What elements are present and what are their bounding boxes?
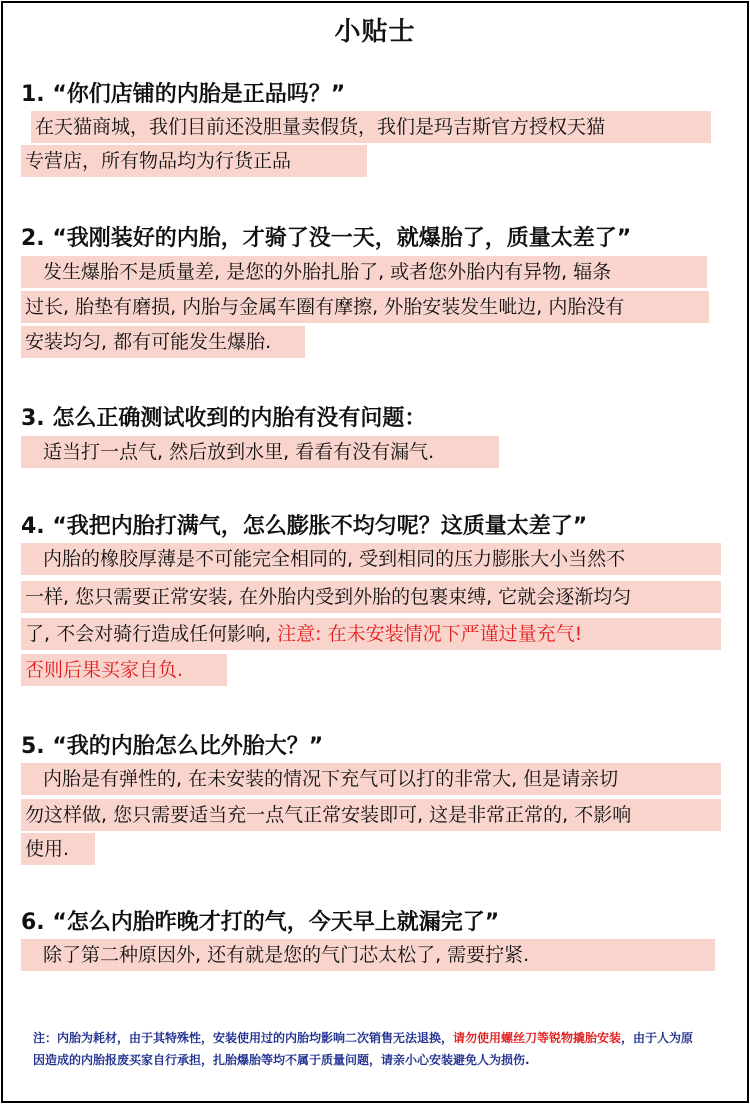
tips-card [1,1,749,1103]
question-5: 5. “我的内胎怎么比外胎大？” [21,734,324,759]
answer-5-line-3: 使用. [21,833,95,865]
footnote-part-1: 注：内胎为耗材，由于其特殊性，安装使用过的内胎均影响二次销售无法退换， [33,1031,454,1045]
question-4: 4. “我把内胎打满气，怎么膨胀不均匀呢？这质量太差了” [21,514,588,539]
answer-2-line-2: 过长, 胎垫有磨损, 内胎与金属车圈有摩擦, 外胎安装发生呲边, 内胎没有 [21,291,709,323]
warning-inline: 注意: 在未安装情况下严谨过量充气! [277,623,583,645]
footnote [33,1027,703,1071]
question-3: 3. 怎么正确测试收到的内胎有没有问题： [21,406,427,431]
question-2: 2. “我刚装好的内胎，才骑了没一天，就爆胎了，质量太差了” [21,226,632,251]
answer-2-line-3: 安装均匀, 都有可能发生爆胎. [21,326,305,358]
page-title: 小贴士 [334,17,416,47]
footnote-part-3: ，由于人为原因造成的内胎报废买家自行承担，扎胎爆胎等均不属于质量问题，请亲小心安装避免人为损伤. [33,1031,694,1067]
answer-1-line-1: 在天猫商城，我们目前还没胆量卖假货，我们是玛吉斯官方授权天猫 [31,111,711,143]
answer-5-line-2: 勿这样做, 您只需要适当充一点气正常安装即可, 这是非常正常的, 不影响 [21,799,721,831]
answer-4-line-3-text: 了, 不会对骑行造成任何影响, [25,623,272,645]
answer-1-line-2: 专营店，所有物品均为行货正品 [21,145,367,177]
warning-line: 否则后果买家自负. [21,654,227,686]
answer-5-line-1: 内胎是有弹性的, 在未安装的情况下充气可以打的非常大, 但是请亲切 [21,763,721,795]
answer-2-line-1: 发生爆胎不是质量差, 是您的外胎扎胎了, 或者您外胎内有异物, 辐条 [21,256,707,288]
answer-4-line-3 [21,618,721,650]
answer-3-line-1: 适当打一点气, 然后放到水里, 看看有没有漏气. [21,436,499,468]
question-6: 6. “怎么内胎昨晚才打的气，今天早上就漏完了” [21,910,500,935]
question-1: 1. “你们店铺的内胎是正品吗？” [21,82,346,107]
answer-4-line-1: 内胎的橡胶厚薄是不可能完全相同的, 受到相同的压力膨胀大小当然不 [21,543,721,575]
answer-4-line-2: 一样, 您只需要正常安装, 在外胎内受到外胎的包裹束缚, 它就会逐渐均匀 [21,581,721,613]
answer-6-line-1: 除了第二种原因外, 还有就是您的气门芯太松了, 需要拧紧. [21,939,715,971]
footnote-warning: 请勿使用螺丝刀等锐物撬胎安装 [453,1031,622,1045]
